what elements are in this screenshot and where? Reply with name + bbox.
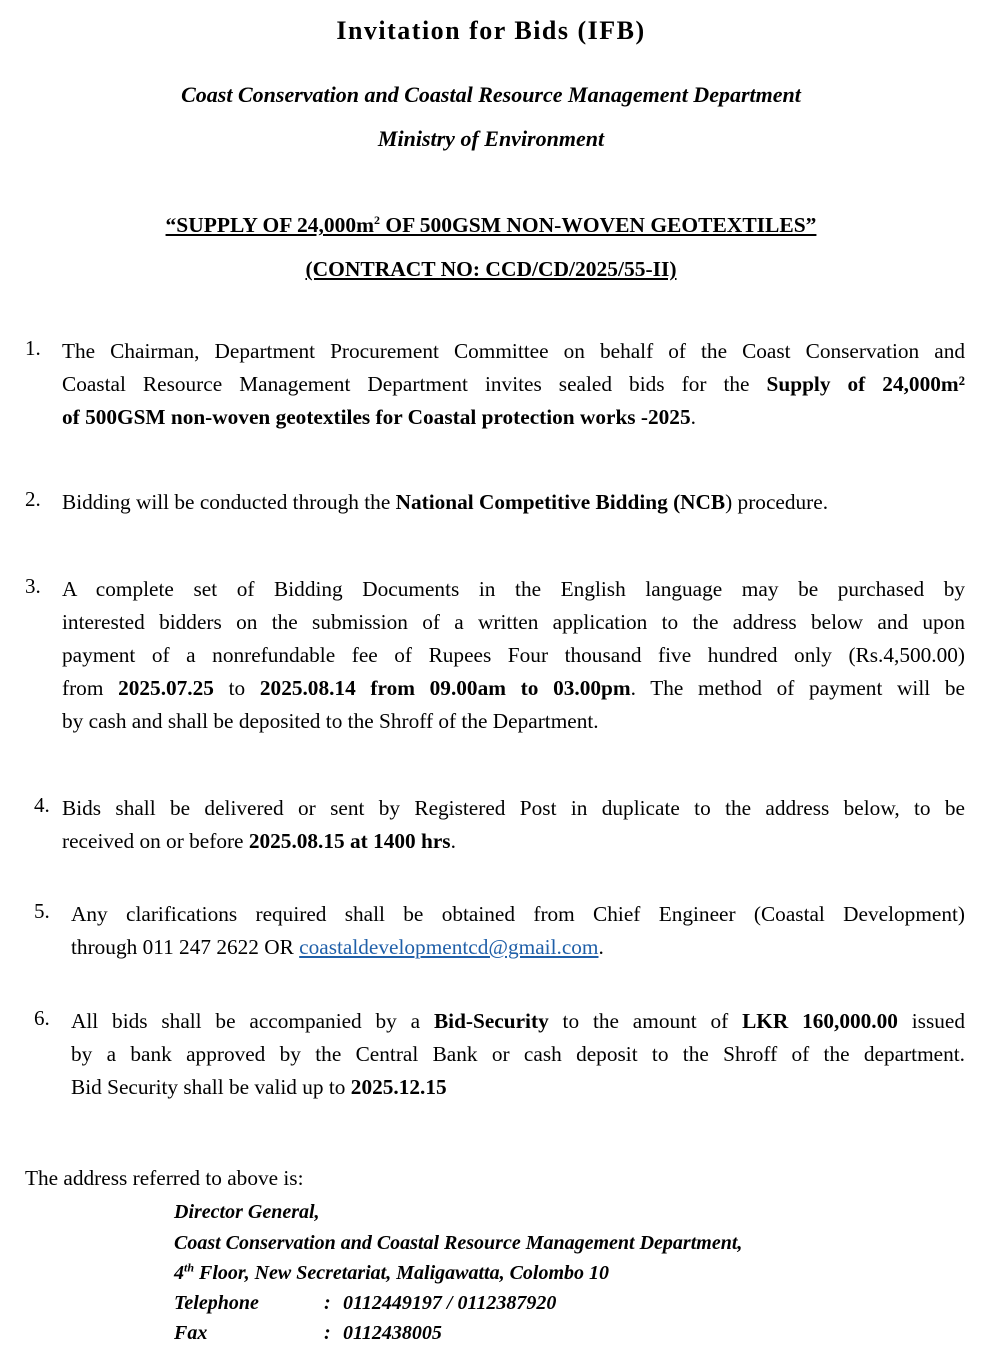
item-paragraph (71, 1005, 965, 1104)
paragraph-line: Bids shall be delivered or sent by Registered Post in duplicate to the address below, to be (62, 796, 965, 820)
paragraph-line: Bid Security shall be valid up to 2025.12.15 (71, 1075, 447, 1099)
telephone-label: Telephone (174, 1292, 259, 1314)
ministry-name: Ministry of Environment (377, 126, 605, 151)
paragraph-line: interested bidders on the submission of a written application to the address below and upon (62, 610, 965, 634)
paragraph-line: Bidding will be conducted through the National Competitive Bidding (NCB) procedure. (62, 490, 829, 514)
item-number: 5. (34, 899, 50, 923)
supply-title (0, 213, 982, 238)
bold-text: 2025.12.15 (350, 1075, 447, 1099)
paragraph-line: by cash and shall be deposited to the Shroff of the Department. (62, 709, 599, 733)
paragraph-line: by a bank approved by the Central Bank or cash deposit to the Shroff of the department. (71, 1042, 965, 1066)
bold-text: 2025.08.15 at 1400 hrs (248, 829, 451, 853)
fax-separator: : (324, 1322, 331, 1344)
department-name: Coast Conservation and Coastal Resource Management Department (181, 82, 801, 107)
item-paragraph (62, 335, 965, 434)
document-title: Invitation for Bids (IFB) (336, 16, 646, 45)
address-line-director: Director General, (174, 1201, 320, 1223)
paragraph-line: of 500GSM non-woven geotextiles for Coastal protection works -2025. (62, 405, 696, 429)
address-intro: The address referred to above is: (25, 1166, 304, 1190)
bold-text: National Competitive Bidding (NCB (395, 490, 726, 514)
address-line-department: Coast Conservation and Coastal Resource Management Department, (174, 1232, 743, 1254)
bold-text: Supply of 24,000m² (766, 372, 966, 396)
bold-text: 2025.08.14 from 09.00am to 03.00pm (259, 676, 631, 700)
fax-value: 0112438005 (343, 1322, 442, 1344)
telephone-value: 0112449197 / 0112387920 (343, 1292, 557, 1314)
telephone-separator: : (324, 1292, 331, 1314)
item-number: 6. (34, 1006, 50, 1030)
fax-label: Fax (174, 1322, 208, 1344)
item-number: 4. (34, 793, 50, 817)
item-paragraph (62, 486, 965, 519)
paragraph-line: The Chairman, Department Procurement Committee on behalf of the Coast Conservation and (62, 339, 965, 363)
supply-title-pre: “SUPPLY OF 24,000m (165, 213, 374, 237)
item-paragraph (62, 573, 965, 738)
floor-suffix: th (184, 1260, 195, 1275)
floor-rest: Floor, New Secretariat, Maligawatta, Colombo 10 (194, 1262, 610, 1284)
supply-title-sup: 2 (374, 212, 380, 227)
item-number: 2. (25, 487, 41, 511)
paragraph-line: All bids shall be accompanied by a Bid-Security to the amount of LKR 160,000.00 issued (71, 1009, 965, 1033)
bold-text: Bid-Security (433, 1009, 549, 1033)
paragraph-line: through 011 247 2622 OR coastaldevelopmentcd@gmail.com. (71, 935, 604, 959)
floor-number: 4 (174, 1262, 184, 1284)
item-number: 3. (25, 574, 41, 598)
paragraph-line: Coastal Resource Management Department invites sealed bids for the Supply of 24,000m² (62, 372, 966, 396)
supply-title-post: OF 500GSM NON-WOVEN GEOTEXTILES” (380, 213, 817, 237)
paragraph-line: Any clarifications required shall be obtained from Chief Engineer (Coastal Development) (71, 902, 965, 926)
email-link[interactable]: coastaldevelopmentcd@gmail.com (299, 935, 599, 959)
item-paragraph (71, 898, 965, 964)
item-paragraph (62, 792, 965, 858)
paragraph-line: A complete set of Bidding Documents in the English language may be purchased by (62, 577, 965, 601)
paragraph-line: received on or before 2025.08.15 at 1400 hrs. (62, 829, 456, 853)
paragraph-line: payment of a nonrefundable fee of Rupees Four thousand five hundred only (Rs.4,500.00) (62, 643, 965, 667)
bold-text: LKR 160,000.00 (742, 1009, 898, 1033)
bold-text: of 500GSM non-woven geotextiles for Coastal protection works -2025 (62, 405, 691, 429)
bold-text: 2025.07.25 (118, 676, 214, 700)
contract-number: (CONTRACT NO: CCD/CD/2025/55-II) (305, 257, 677, 281)
address-line-floor (174, 1262, 609, 1285)
item-number: 1. (25, 336, 41, 360)
paragraph-line: from 2025.07.25 to 2025.08.14 from 09.00am to 03.00pm. The method of payment will be (62, 676, 965, 700)
